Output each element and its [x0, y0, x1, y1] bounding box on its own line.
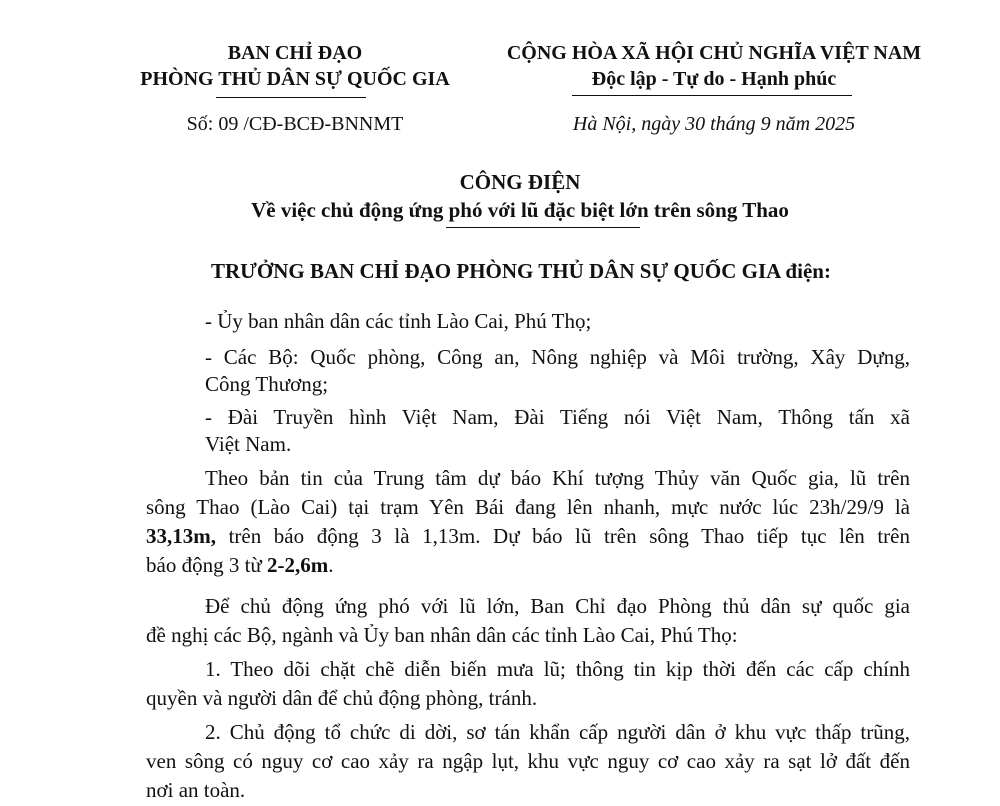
motto-underline [572, 95, 852, 96]
item2-line1: 2. Chủ động tổ chức di dời, sơ tán khẩn cấp người dân ở khu vực thấp trũng, [205, 720, 910, 744]
item1-line2: quyền và người dân để chủ động phòng, tránh. [146, 686, 538, 710]
paragraph1-line4 [146, 553, 334, 578]
document-number: Số: 09 /CĐ-BCĐ-BNNMT [186, 113, 404, 135]
paragraph1-line3 [146, 524, 910, 549]
national-title: CỘNG HÒA XÃ HỘI CHỦ NGHĨA VIỆT NAM [506, 42, 922, 64]
document-type-heading: CÔNG ĐIỆN [459, 170, 581, 194]
recipient-2-line1: - Các Bộ: Quốc phòng, Công an, Nông nghiệp và Môi trường, Xây Dựng, [205, 345, 910, 369]
document-subject: Về việc chủ động ứng phó với lũ đặc biệt lớn trên sông Thao [251, 198, 789, 222]
document-date: Hà Nội, ngày 30 tháng 9 năm 2025 [572, 113, 856, 135]
agency-underline [216, 97, 366, 98]
sender-line: TRƯỞNG BAN CHỈ ĐẠO PHÒNG THỦ DÂN SỰ QUỐC GIA điện: [211, 259, 831, 283]
forecast-rise-value: 2-2,6m [267, 553, 329, 577]
national-motto: Độc lập - Tự do - Hạnh phúc [591, 68, 837, 90]
item2-line3: nơi an toàn. [146, 778, 246, 802]
item2-line2: ven sông có nguy cơ cao xảy ra ngập lụt, khu vực nguy cơ cao xảy ra sạt lở đất đến [146, 749, 910, 773]
item1-line1: 1. Theo dõi chặt chẽ diễn biến mưa lũ; thông tin kịp thời đến các cấp chính [205, 657, 910, 681]
agency-name-line2: PHÒNG THỦ DÂN SỰ QUỐC GIA [140, 68, 450, 90]
paragraph2-line2: đề nghị các Bộ, ngành và Ủy ban nhân dân các tỉnh Lào Cai, Phú Thọ: [146, 623, 738, 647]
paragraph1-line4-pre: báo động 3 từ [146, 553, 268, 577]
paragraph1-line1: Theo bản tin của Trung tâm dự báo Khí tượng Thủy văn Quốc gia, lũ trên [205, 466, 910, 490]
recipient-3-line2: Việt Nam. [205, 432, 292, 456]
paragraph1-line4-post: . [328, 553, 334, 577]
recipient-1: - Ủy ban nhân dân các tỉnh Lào Cai, Phú Thọ; [205, 309, 592, 333]
water-level-value: 33,13m, [146, 524, 216, 548]
agency-name-line1: BAN CHỈ ĐẠO [227, 42, 363, 64]
subject-underline [446, 227, 640, 228]
recipient-2-line2: Công Thương; [205, 372, 329, 396]
paragraph1-line2: sông Thao (Lào Cai) tại trạm Yên Bái đang lên nhanh, mực nước lúc 23h/29/9 là [146, 495, 910, 519]
recipient-3-line1: - Đài Truyền hình Việt Nam, Đài Tiếng nói Việt Nam, Thông tấn xã [205, 405, 910, 429]
paragraph1-line3-rest: trên báo động 3 là 1,13m. Dự báo lũ trên sông Thao tiếp tục lên trên [216, 524, 910, 548]
paragraph2-line1: Để chủ động ứng phó với lũ lớn, Ban Chỉ đạo Phòng thủ dân sự quốc gia [205, 594, 910, 618]
